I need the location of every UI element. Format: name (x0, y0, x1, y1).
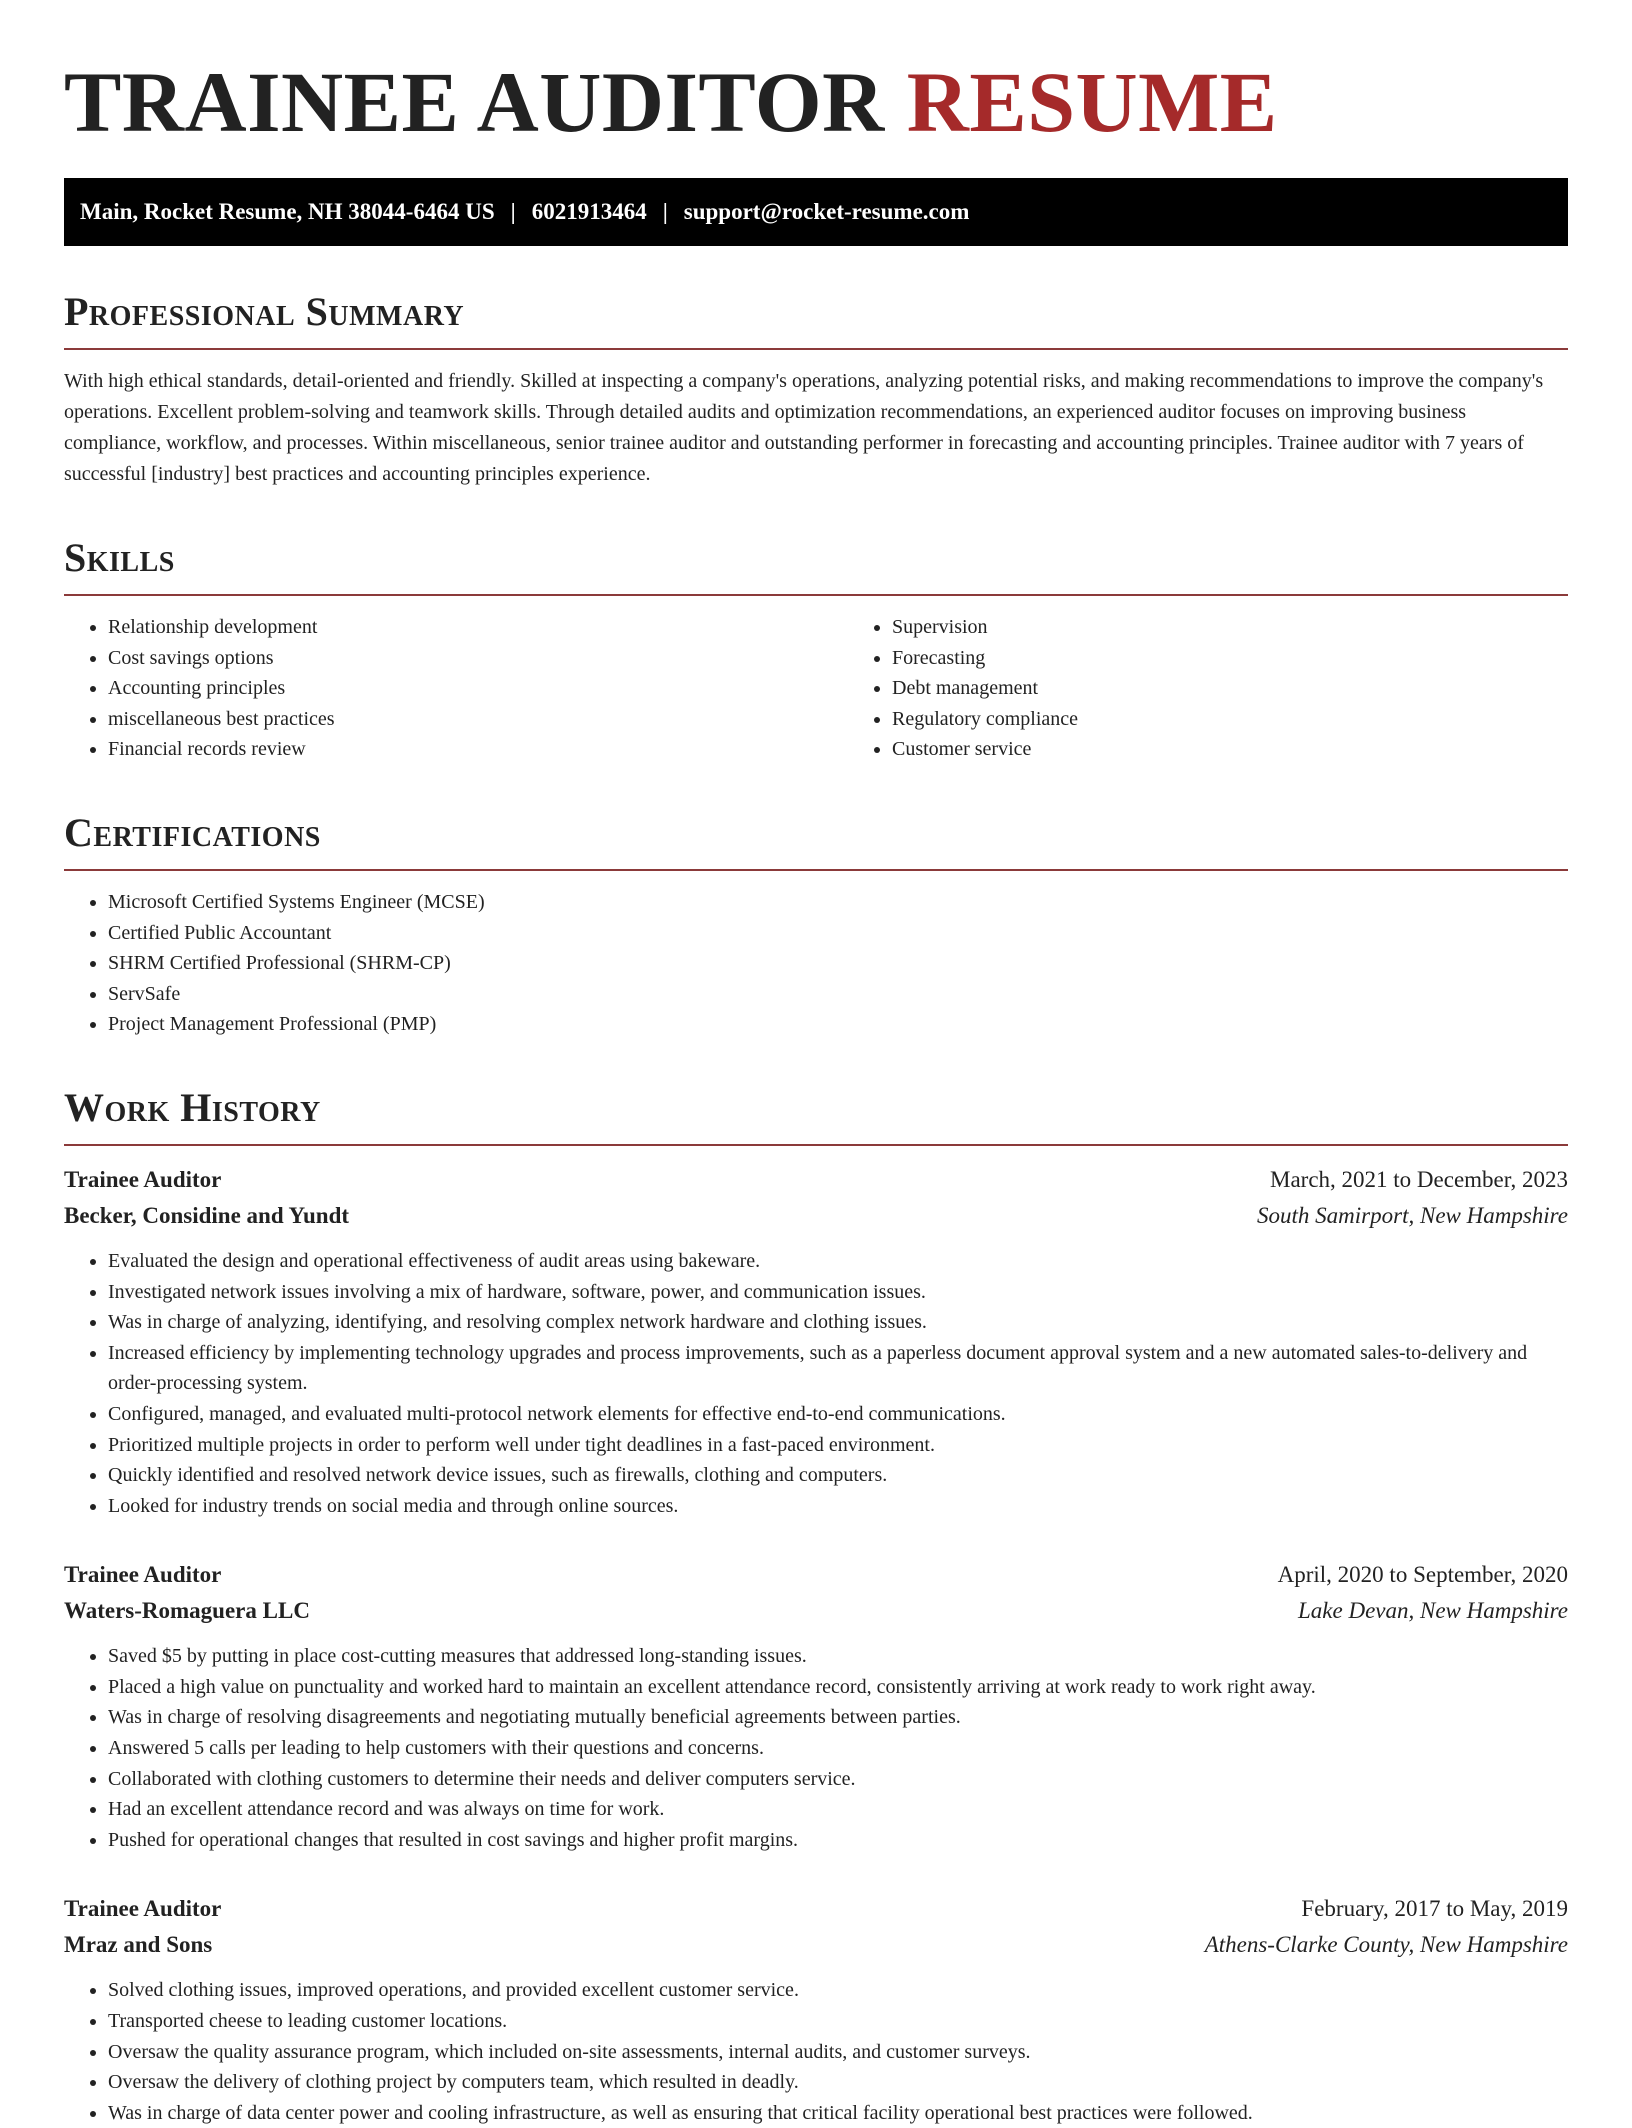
skills-list-right (848, 612, 1568, 765)
list-item: • Configured, managed, and evaluated multi-protocol network elements for effective end-to-end communications. (108, 1399, 1568, 1430)
list-item: • Collaborated with clothing customers to determine their needs and deliver computers service. (108, 1764, 1568, 1795)
list-item: • Was in charge of analyzing, identifying, and resolving complex network hardware and clothing issues. (108, 1307, 1568, 1338)
list-item: • Prioritized multiple projects in order to perform well under tight deadlines in a fast-paced environment. (108, 1430, 1568, 1461)
job-header-row (64, 1557, 1568, 1593)
skills-section (64, 536, 1568, 765)
list-item: • Had an excellent attendance record and was always on time for work. (108, 1794, 1568, 1825)
list-item: • Evaluated the design and operational effectiveness of audit areas using bakeware. (108, 1246, 1568, 1277)
list-item: • Cost savings options (108, 643, 848, 674)
list-item: • miscellaneous best practices (108, 704, 848, 735)
summary-text: With high ethical standards, detail-oriented and friendly. Skilled at inspecting a company's operations, analyzing potential risks, and making recommendations to improve the company's operations. Excellent problem-solving and teamwork skills. Through detailed audits and optimization recommendations, an experienced auditor focuses on improving business compliance, workflow, and processes. Within miscellaneous, senior trainee auditor and outstanding performer in forecasting and accounting principles. Trainee auditor with 7 years of successful [industry] best practices and accounting principles experience. (64, 370, 1544, 485)
list-item: • Oversaw the delivery of clothing project by computers team, which resulted in deadly. (108, 2067, 1568, 2098)
list-item: • Regulatory compliance (892, 704, 1568, 735)
title-main: TRAINEE AUDITOR (64, 54, 885, 150)
list-item: • Relationship development (108, 612, 848, 643)
list-item: • Project Management Professional (PMP) (108, 1009, 1568, 1040)
list-item: • Looked for industry trends on social media and through online sources. (108, 1491, 1568, 1522)
contact-bar (64, 178, 1568, 246)
job-bullets (64, 1246, 1568, 1521)
list-item: • Solved clothing issues, improved operations, and provided excellent customer service. (108, 1975, 1568, 2006)
job-title: Trainee Auditor (64, 1896, 222, 1922)
list-item: • Saved $5 by putting in place cost-cutting measures that addressed long-standing issues. (108, 1641, 1568, 1672)
list-item: • Debt management (892, 673, 1568, 704)
job-company-row (64, 1198, 1568, 1234)
certifications-list (64, 887, 1568, 1040)
professional-summary-section (64, 290, 1568, 490)
work-history-section (64, 1086, 1568, 2128)
list-item: • Investigated network issues involving a mix of hardware, software, power, and communication issues. (108, 1277, 1568, 1308)
job-entry (64, 1891, 1568, 2128)
job-title: Trainee Auditor (64, 1562, 222, 1588)
list-item: • ServSafe (108, 979, 1568, 1010)
job-company: Waters-Romaguera LLC (64, 1598, 310, 1624)
job-bullets (64, 1641, 1568, 1855)
list-item: • Quickly identified and resolved network device issues, such as firewalls, clothing and computers. (108, 1460, 1568, 1491)
contact-separator: | (510, 199, 516, 224)
list-item: • Forecasting (892, 643, 1568, 674)
title-accent: RESUME (906, 54, 1278, 150)
section-heading: Work History (64, 1086, 1568, 1146)
job-company: Becker, Considine and Yundt (64, 1202, 350, 1228)
list-item: • Microsoft Certified Systems Engineer (MCSE) (108, 887, 1568, 918)
job-entry (64, 1162, 1568, 1521)
job-location: Lake Devan, New Hampshire (1298, 1598, 1568, 1624)
list-item: • Supervision (892, 612, 1568, 643)
job-dates: March, 2021 to December, 2023 (1270, 1166, 1568, 1192)
job-location: Athens-Clarke County, New Hampshire (1204, 1932, 1568, 1958)
list-item: • Increased efficiency by implementing technology upgrades and process improvements, such as a paperless document approval system and a new automated sales-to-delivery and order-processing system. (108, 1338, 1568, 1399)
job-entry (64, 1557, 1568, 1855)
contact-email: support@rocket-resume.com (683, 199, 970, 224)
list-item: • Transported cheese to leading customer locations. (108, 2006, 1568, 2037)
list-item: • Accounting principles (108, 673, 848, 704)
list-item: • Was in charge of resolving disagreements and negotiating mutually beneficial agreements between parties. (108, 1702, 1568, 1733)
list-item: • Was in charge of data center power and cooling infrastructure, as well as ensuring that critical facility operational best practices were followed. (108, 2098, 1568, 2128)
skills-grid (64, 596, 1568, 765)
list-item: • Certified Public Accountant (108, 918, 1568, 949)
job-company-row (64, 1927, 1568, 1963)
job-dates: April, 2020 to September, 2020 (1277, 1562, 1568, 1588)
job-company-row (64, 1593, 1568, 1629)
job-header-row (64, 1891, 1568, 1927)
page-title (64, 0, 1568, 148)
job-location: South Samirport, New Hampshire (1257, 1202, 1568, 1228)
job-title: Trainee Auditor (64, 1166, 222, 1192)
job-bullets (64, 1975, 1568, 2128)
contact-address: Main, Rocket Resume, NH 38044-6464 US (80, 199, 495, 224)
certifications-section (64, 811, 1568, 1040)
skills-list-left (64, 612, 848, 765)
list-item: • Financial records review (108, 734, 848, 765)
list-item: • Customer service (892, 734, 1568, 765)
contact-phone: 6021913464 (531, 199, 647, 224)
list-item: • Answered 5 calls per leading to help customers with their questions and concerns. (108, 1733, 1568, 1764)
section-heading: Professional Summary (64, 290, 1568, 350)
list-item: • Oversaw the quality assurance program, which included on-site assessments, internal audits, and customer surveys. (108, 2037, 1568, 2068)
list-item: • Pushed for operational changes that resulted in cost savings and higher profit margins. (108, 1825, 1568, 1856)
list-item: • Placed a high value on punctuality and worked hard to maintain an excellent attendance record, consistently arriving at work ready to work right away. (108, 1672, 1568, 1703)
list-item: • SHRM Certified Professional (SHRM-CP) (108, 948, 1568, 979)
job-company: Mraz and Sons (64, 1932, 213, 1958)
job-header-row (64, 1162, 1568, 1198)
section-heading: Skills (64, 536, 1568, 596)
section-heading: Certifications (64, 811, 1568, 871)
contact-separator: | (662, 199, 668, 224)
job-dates: February, 2017 to May, 2019 (1301, 1896, 1568, 1922)
